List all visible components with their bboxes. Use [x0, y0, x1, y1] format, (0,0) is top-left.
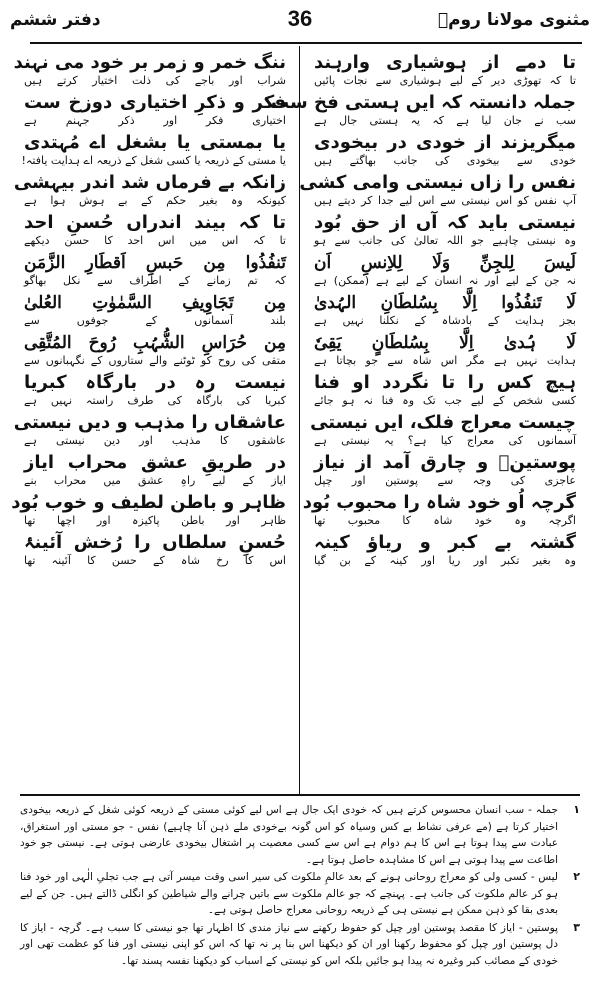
persian-verse: چیست معراج فلک، ایں نیستی	[310, 412, 576, 433]
couplet-line	[21, 132, 286, 172]
urdu-translation: تا کہ تھوڑی دیر کے لیے ہوشیاری سے نجات پائیں	[314, 74, 576, 87]
persian-verse: در طریقِ عشق محراب ایاز	[24, 452, 286, 473]
couplet-line	[24, 532, 286, 569]
couplet-line	[24, 212, 286, 252]
urdu-translation: سب نے جان لیا ہے کہ یہ ہستی جال ہے	[314, 114, 576, 127]
column-divider	[299, 46, 300, 794]
persian-verse: گرچہ اُو خود شاہ را محبوب بُود	[302, 492, 576, 513]
urdu-translation: کبریا کی بارگاہ کی طرف راستہ نہیں ہے	[24, 394, 286, 407]
header-rule	[30, 42, 582, 44]
volume-label: دفتر ششم	[10, 10, 101, 30]
urdu-translation: وہ بغیر تکبر اور ریا اور کینہ کے بن گیا	[314, 554, 576, 567]
couplet-line	[314, 212, 576, 252]
urdu-translation: آسمانوں کی معراج کیا ہے؟ یہ نیستی ہے	[314, 434, 576, 447]
couplet-line	[13, 52, 286, 92]
arabic-verse: مِن حُرَاسِ الشُّہُبِ رُوحَ المُتَّقِی	[24, 333, 286, 353]
couplet-line	[314, 252, 576, 292]
couplet-line	[314, 292, 576, 332]
urdu-translation: اس کا رخ شاہ کے حسن کا آئینہ تھا	[24, 554, 286, 567]
footnote-number: ۳	[573, 920, 580, 934]
urdu-translation: نہ جن کے لیے اور نہ انسان کے لیے ہے (ممکن) ہے	[314, 274, 576, 287]
couplet-line	[271, 92, 576, 132]
urdu-translation: اختیاری فکر اور ذکر جہنم ہے	[24, 114, 286, 127]
persian-verse: نیست رہ در بارگاہ کبریا	[24, 372, 286, 393]
persian-verse: تا دمے از ہوشیاری وارہند	[314, 52, 576, 73]
urdu-translation: شراب اور باجے کی ذلت اختیار کرتے ہیں	[24, 74, 286, 87]
persian-verse: ہیچ کس را تا نگردد او فنا	[314, 372, 576, 393]
couplet-line	[24, 332, 286, 372]
footnote	[20, 869, 580, 919]
urdu-translation: ہدایت نہیں ہے مگر اس شاہ سے جو بچاتا ہے	[314, 354, 576, 367]
persian-verse: ظاہر و باطن لطیف و خوب بُود	[11, 492, 286, 513]
persian-verse: میگریزند از خودی در بیخودی	[314, 132, 576, 153]
arabic-verse: لَا ہُدیٰ اِلَّا بِسُلطَانٍ یَقِیٗ	[314, 333, 576, 353]
urdu-translation: بجز ہدایت کے بادشاہ کے نکلنا نہیں ہے	[314, 314, 576, 327]
couplet-line	[314, 52, 576, 92]
urdu-translation: ظاہر اور باطن پاکیزہ اور اچھا تھا	[24, 514, 286, 527]
urdu-translation: کسی شخص کے لیے جب تک وہ فنا نہ ہو جائے	[314, 394, 576, 407]
persian-verse: نفس را زاں نیستی وامی کشی	[299, 172, 576, 193]
arabic-verse: لَا تَنفُذُوا اِلَّا بِسُلطَانِ الہُدیٰ	[314, 293, 576, 313]
persian-verse: گشتہ بے کبر و ریاؤ کینہ	[314, 532, 576, 553]
urdu-translation: آپ نفس کو اس نیستی سے اس لیے جدا کر دیتے ہیں	[314, 194, 576, 207]
persian-verse: حُسنِ سلطاں را رُخش آئینۂ	[24, 532, 286, 553]
arabic-verse: تَنفُذُوا مِن حَبسِ اَقطَارِ الزَّمَن	[24, 253, 286, 273]
urdu-translation: تا کہ اس میں اس احد کا حسن دیکھے	[24, 234, 286, 247]
page-number: 36	[287, 6, 313, 31]
couplet-line	[302, 492, 576, 532]
book-title: مثنوی مولانا رومؒ	[437, 10, 590, 30]
couplet-line	[24, 372, 286, 412]
couplet-line	[11, 492, 286, 532]
couplet-line	[314, 372, 576, 412]
urdu-translation: بلند آسمانوں کے جوفوں سے	[24, 314, 286, 327]
couplet-line	[314, 332, 576, 372]
urdu-translation: کیونکہ وہ بغیر حکم کے بے ہوش ہوا ہے	[24, 194, 286, 207]
persian-verse: زانکہ بے فرماں شد اندر بیہشی	[13, 172, 286, 193]
footnote-text: پوستین - ایاز کا مقصد پوستین اور چپل کو حفوظ رکھنے سے نیاز مندی کا اظہار تھا جو نیستی کا سبب ہے۔ گرچہ - ایاز کا دل پوستین اور چپل کو محفوظ رکھنا اور ان کو دیکھنا اس بنا پر نہ تھا کہ اس کو اپنی نیستی اور فنا کو عظمت تھی اور خودی کے مصائب کبر وغیرہ نہ پیدا ہو جائیں بلکہ اس کو نیستی کے اسباب کو دیکھنا نفسہ پسند تھا۔	[20, 921, 558, 967]
footnote	[20, 802, 580, 868]
persian-verse: فکر و ذکرِ اختیاری دوزخ ست	[24, 92, 286, 113]
couplet-line	[314, 532, 576, 569]
couplet-line	[24, 252, 286, 292]
persian-verse: تا کہ بیند اندراں حُسنِ احد	[24, 212, 286, 233]
couplet-line	[13, 412, 286, 452]
urdu-translation: ایاز کے لیے راہِ عشق میں محراب بنے	[24, 474, 286, 487]
persian-verse: پوستینؒ و چارق آمد از نیاز	[314, 452, 576, 473]
footnotes	[20, 802, 580, 970]
couplet-line	[310, 412, 576, 452]
urdu-translation: عاشقوں کا مذہب اور دین نیستی ہے	[24, 434, 286, 447]
urdu-translation: متقی کی روح کو ٹوٹنے والے ستاروں کے نگہبانوں سے	[24, 354, 286, 367]
persian-verse: جملہ دانستہ کہ ایں ہستی فخ ست	[271, 92, 576, 113]
footnote	[20, 920, 580, 970]
persian-verse: یا بمستی یا بشغل اے مُہتدی	[24, 132, 286, 153]
arabic-verse: لَیسَ لِلجِنِّ وَلَا لِلاِنسِ اَن	[314, 253, 576, 273]
couplet-line	[314, 132, 576, 172]
right-column	[271, 52, 576, 794]
couplet-line	[24, 92, 286, 132]
couplet-line	[13, 172, 286, 212]
couplet-line	[24, 452, 286, 492]
urdu-translation: یا مستی کے ذریعہ یا کسی شغل کے ذریعہ اے ہدایت یافتہ!	[21, 154, 286, 167]
footnote-rule	[20, 794, 580, 796]
couplet-line	[24, 292, 286, 332]
footnote-number: ۱	[573, 803, 580, 816]
urdu-translation: اگرچہ وہ خود شاہ کا محبوب تھا	[314, 514, 576, 527]
urdu-translation: وہ نیستی چاہیے جو اللہ تعالیٰ کی جانب سے ہو	[314, 234, 576, 247]
persian-verse: نیستی باید کہ آں از حق بُود	[314, 212, 576, 233]
arabic-verse: مِن تَجَاوِیفِ السَّمٰوٰتِ العُلیٰ	[24, 293, 286, 313]
footnote-text: جملہ - سب انسان محسوس کرتے ہیں کہ خودی ایک جال ہے اس لیے کوئی مستی کے ذریعہ کوئی شغل کے ذریعہ بیخودی اختیار کرتا ہے (مے عرفی نشاط بے کس وسیاہ کو اس گونہ بےخودی ملے ذہن آنا چاہیے) نفس - جو مستی اور استغراق، عبادت سے پیدا ہوتا ہے اس کا ہم دوام ہے اس سے کسی معصیت پر اشتغال بیخودی عارضی ہوتی ہے۔ نیستی جو خود اطاعت سے پیدا ہوتی ہے اس کا مشاہدہ حاصل ہوتا ہے۔	[20, 804, 558, 866]
urdu-translation: کہ تم زمانے کے اطراف سے نکل بھاگو	[24, 274, 286, 287]
footnote-number: ۲	[573, 870, 580, 883]
urdu-translation: عاجزی کی وجہ سے پوستین اور چپل	[314, 474, 576, 487]
persian-verse: ننگ خمر و زمر بر خود می نہند	[13, 52, 286, 73]
page-header	[10, 6, 590, 36]
urdu-translation: خودی سے بیخودی کی جانب بھاگتے ہیں	[314, 154, 576, 167]
left-column	[11, 52, 286, 794]
persian-verse: عاشقاں را مذہب و دیں نیستی	[13, 412, 286, 433]
couplet-line	[314, 452, 576, 492]
couplet-line	[299, 172, 576, 212]
footnote-text: لیس - کسی ولی کو معراج روحانی ہونے کے بعد عالمِ ملکوت کی سیر اسی وقت میسر آتی ہے جب تجلیِ الٰہی اور خود فنا ہو کر عالم ملکوت کی جانب ہے۔ پہنچے کہ جو عالم ملکوت سے باتیں چرانے والے شیاطین کو انگلی ڈالتے ہیں۔ جن کے لیے بعدی بقا کو ذہن ممکن ہے نیستی ہی کے ذریعہ روحانی معراج حاصل ہوتی ہے۔	[20, 871, 558, 916]
